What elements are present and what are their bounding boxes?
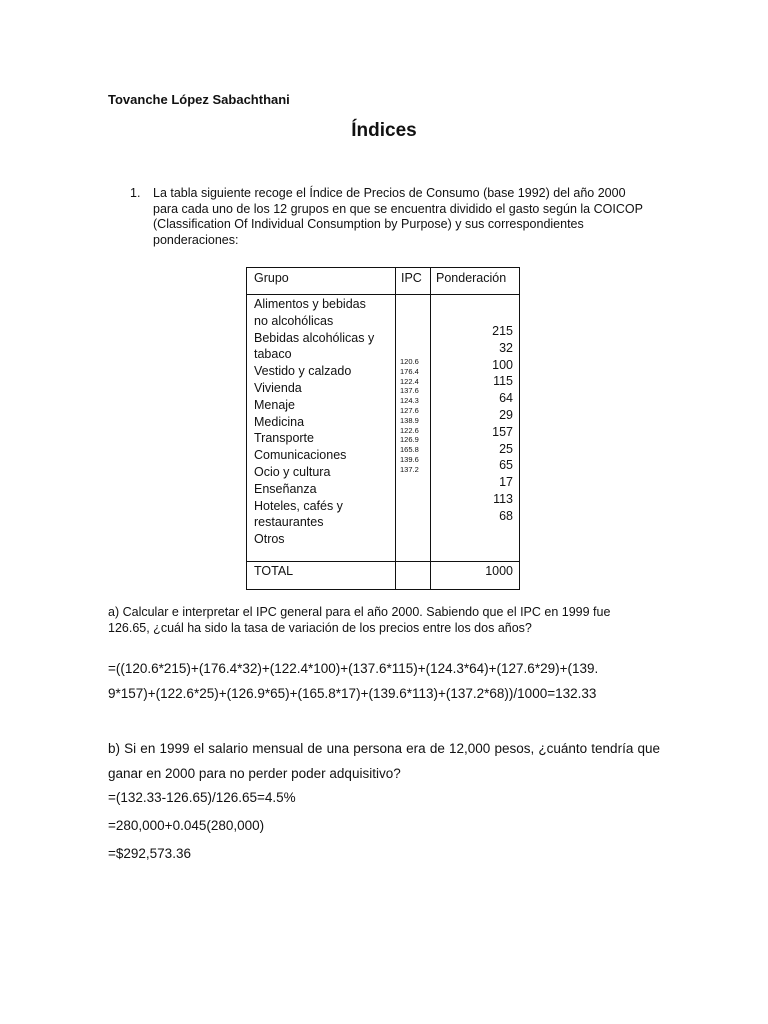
header-divider: [247, 294, 519, 295]
header-grupo: Grupo: [254, 271, 289, 285]
question-b: b) Si en 1999 el salario mensual de una persona era de 12,000 pesos, ¿cuánto tendría que ganar en 2000 para no perder poder adquisitivo?: [108, 741, 660, 781]
ponderacion-values: [492, 323, 513, 525]
ipc-value: 124.3: [400, 396, 419, 406]
ipc-table: [246, 267, 520, 590]
group-line: Menaje: [254, 397, 295, 412]
group-line: Alimentos y bebidas: [254, 297, 366, 311]
ipc-value: 176.4: [400, 366, 419, 376]
group-line: Otros: [254, 532, 285, 547]
group-line: tabaco: [254, 347, 292, 362]
formula-line-2: 9*157)+(122.6*25)+(126.9*65)+(165.8*17)+(139.6*113)+(137.2*68))/1000=132.33: [108, 686, 597, 701]
total-divider: [247, 561, 519, 562]
group-line: Comunicaciones: [254, 448, 347, 463]
ipc-value: 165.8: [400, 445, 419, 455]
ipc-value: 139.6: [400, 454, 419, 464]
result-line-1: =(132.33-126.65)/126.65=4.5%: [108, 790, 296, 805]
ponderacion-value: 65: [499, 458, 513, 473]
item-text: La tabla siguiente recoge el Índice de Precios de Consumo (base 1992) del año 2000 para cada uno de los 12 grupos en que se encuentra dividido el gasto según la COICOP (Classification Of Individual Consumption by Purpose) y sus correspondientes ponderaciones:: [153, 186, 643, 247]
group-line: Enseñanza: [254, 481, 317, 496]
group-line: Ocio y cultura: [254, 464, 331, 479]
ponderacion-value: 64: [499, 391, 513, 406]
ponderacion-value: 215: [492, 324, 513, 338]
ipc-value: 137.6: [400, 386, 419, 396]
ponderacion-value: 29: [499, 407, 513, 422]
group-line: Vivienda: [254, 380, 302, 395]
question-a: a) Calcular e interpretar el IPC general para el año 2000. Sabiendo que el IPC en 1999 fue 126.65, ¿cuál ha sido la tasa de variación de los precios entre los dos años?: [108, 605, 611, 635]
ipc-value: 137.2: [400, 464, 419, 474]
group-line: Medicina: [254, 414, 305, 429]
column-divider: [395, 268, 396, 589]
document-title: Índices: [351, 120, 417, 141]
ponderacion-value: 100: [492, 357, 513, 372]
column-divider: [430, 268, 431, 589]
ipc-value: 127.6: [400, 405, 419, 415]
result-line-2: =280,000+0.045(280,000): [108, 818, 265, 833]
ipc-value: 122.6: [400, 425, 419, 435]
ipc-value: 122.4: [400, 376, 419, 386]
group-list: [254, 296, 374, 548]
ipc-value: 138.9: [400, 415, 419, 425]
ponderacion-value: 25: [499, 441, 513, 456]
ponderacion-value: 157: [492, 424, 513, 439]
item-number: 1.: [130, 186, 141, 200]
total-value: 1000: [485, 564, 513, 578]
total-label: TOTAL: [254, 564, 294, 578]
ponderacion-value: 32: [499, 340, 513, 355]
group-line: no alcohólicas: [254, 313, 334, 328]
header-ipc: IPC: [401, 271, 422, 285]
author-name: Tovanche López Sabachthani: [108, 92, 290, 107]
ponderacion-value: 115: [493, 374, 513, 389]
formula-line-1: =((120.6*215)+(176.4*32)+(122.4*100)+(137.6*115)+(124.3*64)+(127.6*29)+(139.: [108, 661, 599, 676]
group-line: Vestido y calzado: [254, 364, 352, 379]
formula: [108, 656, 688, 706]
header-ponderacion: Ponderación: [436, 271, 507, 285]
ipc-value: 126.9: [400, 435, 419, 445]
result-line-3: =$292,573.36: [108, 846, 191, 861]
ponderacion-value: 17: [499, 475, 513, 490]
group-line: Hoteles, cafés y: [254, 498, 343, 513]
ipc-value: 120.6: [400, 357, 419, 366]
ponderacion-value: 113: [493, 491, 513, 506]
group-line: Bebidas alcohólicas y: [254, 330, 375, 345]
ipc-values: [400, 357, 419, 475]
ponderacion-value: 68: [499, 508, 513, 523]
group-line: Transporte: [254, 431, 314, 446]
group-line: restaurantes: [254, 515, 324, 530]
